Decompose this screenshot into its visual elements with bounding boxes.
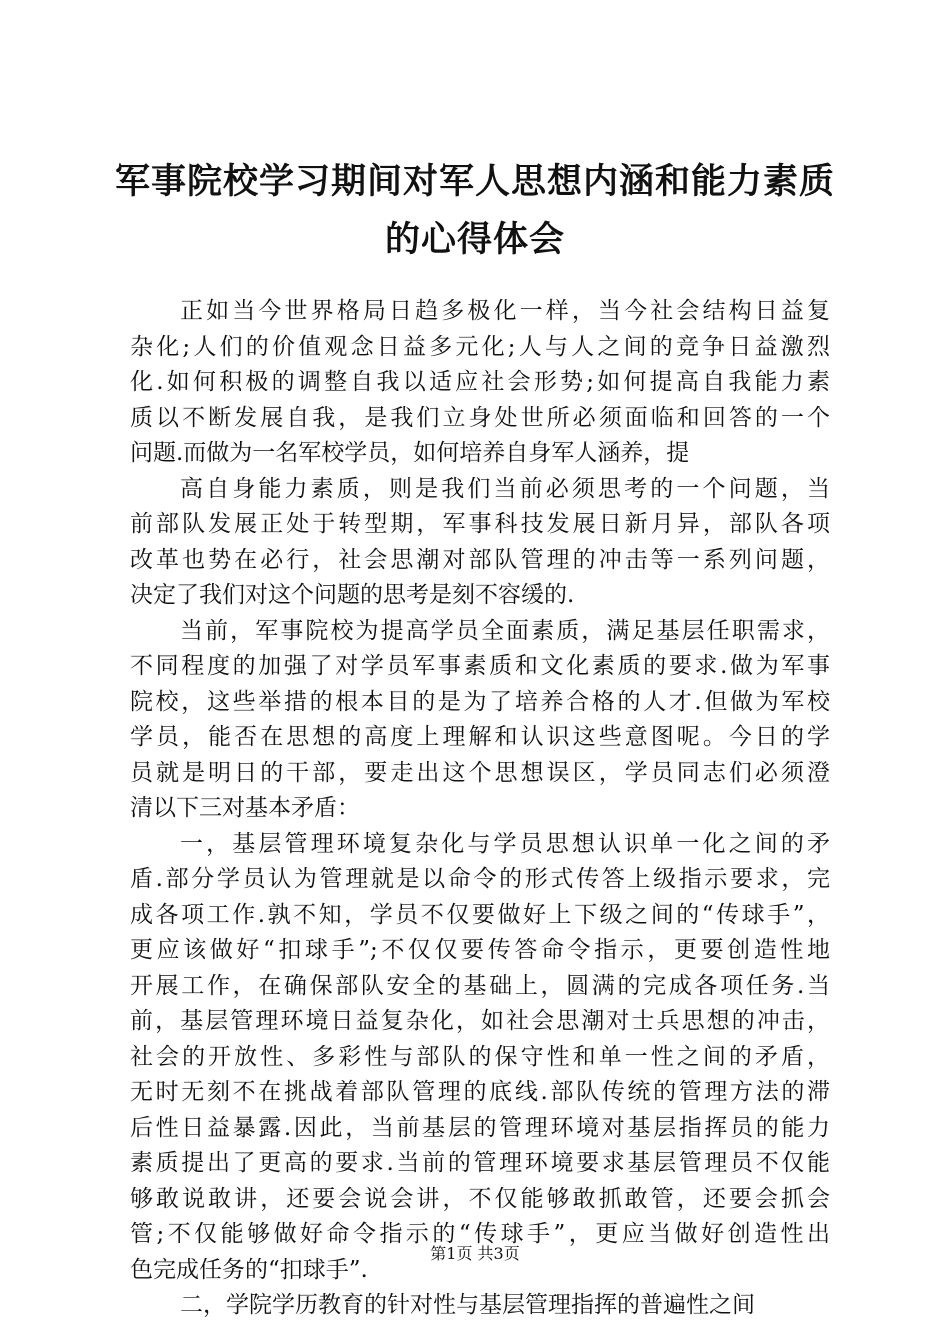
text-line: 前，基层管理环境日益复杂化，如社会思潮对士兵思想的冲击， [130,1008,830,1034]
text-line: 无时无刻不在挑战着部队管理的底线.部队传统的管理方法的滞 [130,1079,830,1105]
text-line: 学员，能否在思想的高度上理解和认识这些意图呢。今日的学 [130,724,830,750]
text-line: 前部队发展正处于转型期，军事科技发展日新月异，部队各项 [130,511,830,537]
text-line: 更应该做好“扣球手”;不仅仅要传答命令指示，更要创造性地 [130,937,830,963]
text-line: 质以不断发展自我，是我们立身处世所必须面临和回答的一个 [130,404,830,431]
text-line: 色完成任务的“扣球手”. [130,1256,368,1283]
text-line: 不同程度的加强了对学员军事素质和文化素质的要求.做为军事 [130,653,830,679]
text-line: 素质提出了更高的要求.当前的管理环境要求基层管理员不仅能 [130,1150,830,1176]
text-line: 后性日益暴露.因此，当前基层的管理环境对基层指挥员的能力 [130,1114,830,1141]
text-line: 一，基层管理环境复杂化与学员思想认识单一化之间的矛 [180,830,830,857]
document-title-line-2: 的心得体会 [384,220,565,260]
document-title-line-1: 军事院校学习期间对军人思想内涵和能力素质 [114,162,835,202]
text-line: 高自身能力素质，则是我们当前必须思考的一个问题，当 [180,475,830,502]
text-line: 够敢说敢讲，还要会说会讲，不仅能够敢抓敢管，还要会抓会 [130,1185,830,1212]
text-line: 决定了我们对这个问题的思考是刻不容缓的. [130,582,575,608]
text-line: 清以下三对基本矛盾： [130,795,360,821]
page-footer: 第1页 共3页 [430,1244,520,1263]
text-line: 开展工作，在确保部队安全的基础上，圆满的完成各项任务.当 [130,972,830,999]
text-line: 社会的开放性、多彩性与部队的保守性和单一性之间的矛盾， [130,1043,830,1070]
text-line: 员就是明日的干部，要走出这个思想误区，学员同志们必须澄 [130,759,830,786]
text-line: 成各项工作.孰不知，学员不仅要做好上下级之间的“传球手”， [130,901,830,928]
text-line: 改革也势在必行，社会思潮对部队管理的冲击等一系列问题， [130,546,830,573]
text-line: 管;不仅能够做好命令指示的“传球手”，更应当做好创造性出 [130,1221,830,1247]
text-line: 化.如何积极的调整自我以适应社会形势;如何提高自我能力素 [130,369,830,395]
text-line: 盾.部分学员认为管理就是以命令的形式传答上级指示要求，完 [130,866,830,892]
text-line: 当前，军事院校为提高学员全面素质，满足基层任职需求， [180,617,830,644]
text-line: 院校，这些举措的根本目的是为了培养合格的人才.但做为军校 [130,688,830,715]
text-line: 二，学院学历教育的针对性与基层管理指挥的普遍性之间 [180,1292,755,1318]
document-body [130,294,830,1324]
text-line: 正如当今世界格局日趋多极化一样，当今社会结构日益复 [180,298,830,324]
text-line: 问题.而做为一名军校学员，如何培养自身军人涵养，提 [130,440,690,466]
text-line: 杂化;人们的价值观念日益多元化;人与人之间的竞争日益激烈 [130,333,830,360]
